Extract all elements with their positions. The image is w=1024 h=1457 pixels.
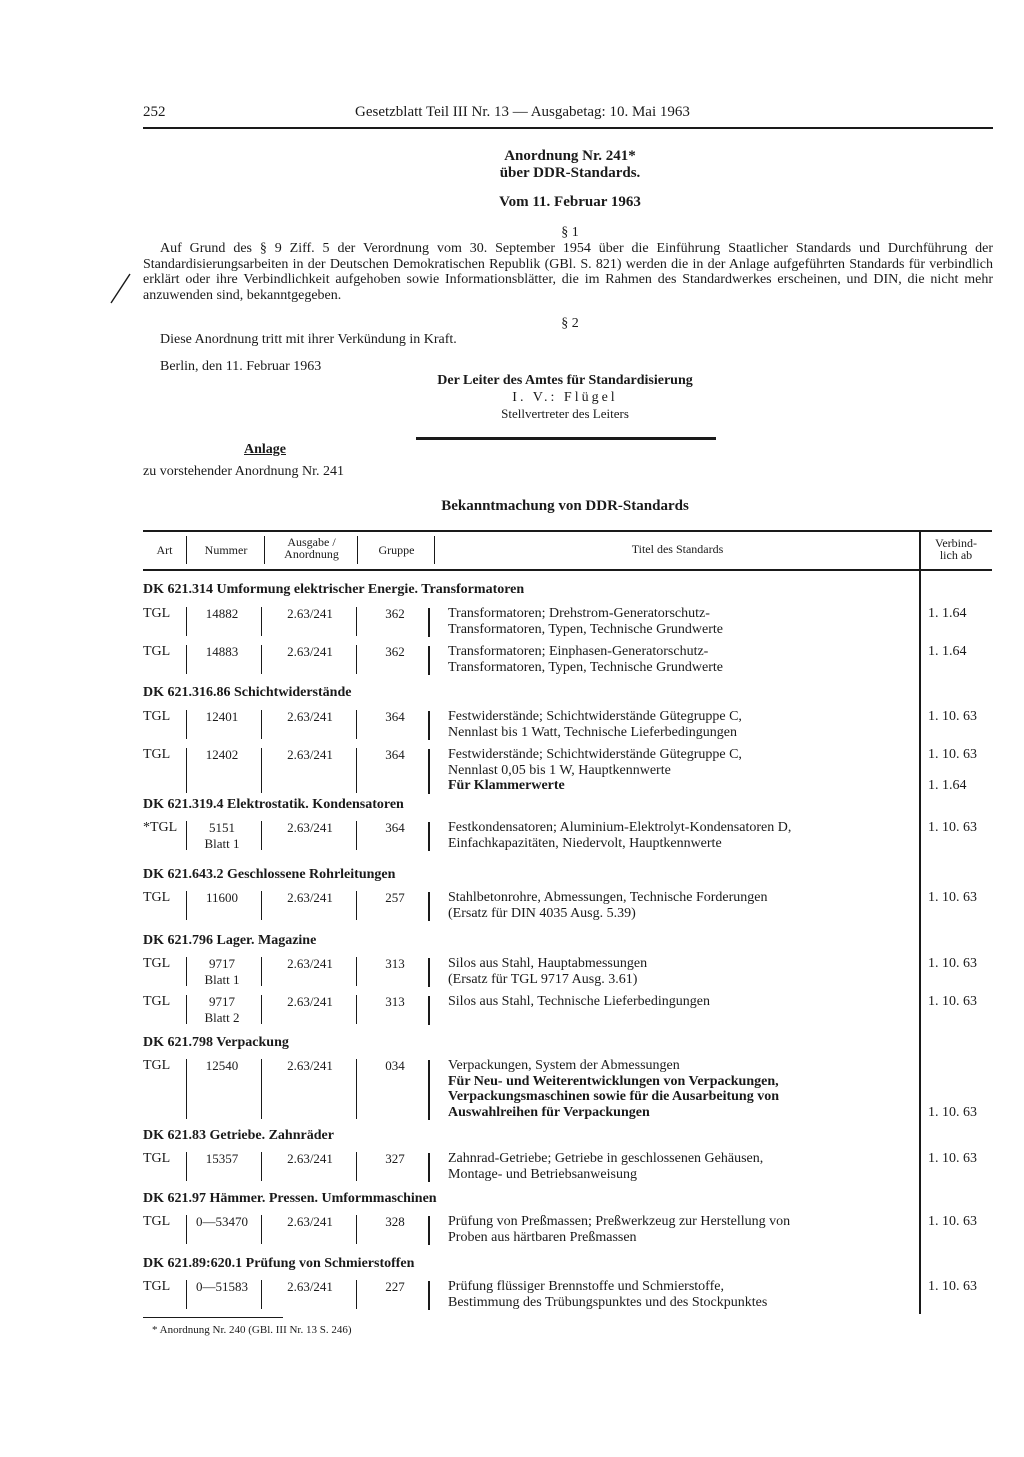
- cell-verbindlich: 1. 1.64: [928, 606, 967, 621]
- cell-titel-line: Stahlbetonrohre, Abmessungen, Technische Forderungen: [448, 890, 768, 905]
- annex-subtitle: zu vorstehender Anordnung Nr. 241: [143, 464, 345, 479]
- cell-gruppe: 313: [385, 956, 405, 971]
- cell-separator: [428, 1281, 430, 1310]
- cell-separator: [428, 958, 430, 987]
- footnote-rule: [143, 1317, 283, 1318]
- cell-art: TGL: [143, 890, 171, 905]
- signature-rule: [416, 437, 716, 440]
- cell-separator: [186, 1280, 187, 1309]
- cell-nummer: 11600: [205, 890, 239, 905]
- cell-titel-line: Transformatoren, Typen, Technische Grundwerte: [448, 621, 723, 637]
- cell-ausgabe: 2.63/241: [287, 956, 333, 971]
- cell-titel-bold-line: Auswahlreihen für Verpackungen: [448, 1104, 650, 1120]
- cell-separator: [186, 891, 187, 920]
- cell-separator: [186, 1215, 187, 1244]
- cell-titel-bold-line: Für Klammerwerte: [448, 778, 565, 793]
- cell-verbindlich: 1. 10. 63: [928, 890, 977, 905]
- section-heading: DK 621.89:620.1 Prüfung von Schmierstoffen: [143, 1256, 415, 1271]
- cell-art: TGL: [143, 1214, 171, 1229]
- cell-verbindlich: 1. 10. 63: [928, 956, 977, 971]
- cell-nummer-sheet: Blatt 2: [204, 1009, 240, 1025]
- cell-titel-line: Festwiderstände; Schichtwiderstände Gütegruppe C,: [448, 747, 742, 762]
- cell-titel-line: Silos aus Stahl, Technische Lieferbedingungen: [448, 994, 710, 1009]
- cell-separator: [261, 1280, 262, 1309]
- cell-separator: [261, 607, 262, 636]
- cell-titel-line: (Ersatz für DIN 4035 Ausg. 5.39): [448, 905, 636, 921]
- margin-stroke-mark: [108, 272, 132, 306]
- cell-ausgabe: 2.63/241: [287, 644, 333, 659]
- cell-separator: [261, 1152, 262, 1181]
- cell-titel-line: Prüfung flüssiger Brennstoffe und Schmierstoffe,: [448, 1279, 724, 1294]
- cell-separator: [428, 1060, 430, 1120]
- cell-ausgabe: 2.63/241: [287, 1151, 333, 1166]
- cell-titel-line: Zahnrad-Getriebe; Getriebe in geschlossenen Gehäusen,: [448, 1151, 764, 1166]
- paragraph-1-text: [143, 241, 993, 303]
- col-header-art: Art: [156, 543, 173, 557]
- cell-separator: [186, 710, 187, 739]
- cell-separator: [356, 1059, 357, 1119]
- paragraph-2-mark: § 2: [561, 316, 579, 331]
- cell-titel-line: Nennlast 0,05 bis 1 W, Hauptkennwerte: [448, 762, 671, 778]
- cell-titel-line: Transformatoren, Typen, Technische Grundwerte: [448, 659, 723, 675]
- cell-art: TGL: [143, 994, 171, 1009]
- cell-art: TGL: [143, 1058, 171, 1073]
- cell-titel-line: Transformatoren; Drehstrom-Generatorschutz-: [448, 606, 710, 621]
- cell-titel-bold-line: Verpackungsmaschinen sowie für die Ausarbeitung von: [448, 1089, 780, 1104]
- section-heading: DK 621.83 Getriebe. Zahnräder: [143, 1128, 334, 1143]
- cell-titel-line: Montage- und Betriebsanweisung: [448, 1166, 637, 1182]
- cell-separator: [428, 608, 430, 637]
- cell-art: TGL: [143, 709, 171, 724]
- signer-office: Der Leiter des Amtes für Standardisierung: [437, 373, 693, 388]
- cell-titel-line: Nennlast bis 1 Watt, Technische Lieferbedingungen: [448, 724, 737, 740]
- cell-separator: [428, 711, 430, 740]
- cell-separator: [428, 1216, 430, 1245]
- col-header-ausgabe-line1: Ausgabe /: [287, 535, 336, 549]
- cell-verbindlich: 1. 10. 63: [928, 709, 977, 724]
- cell-art: TGL: [143, 606, 171, 621]
- cell-separator: [261, 1215, 262, 1244]
- cell-verbindlich: 1. 10. 63: [928, 820, 977, 835]
- cell-nummer: 14883: [205, 644, 239, 659]
- cell-verbindlich: 1. 10. 63: [928, 994, 977, 1009]
- page-number: 252: [143, 104, 166, 120]
- cell-titel-line: Transformatoren; Einphasen-Generatorschutz-: [448, 644, 709, 659]
- paragraph-1-body: Auf Grund des § 9 Ziff. 5 der Verordnung vom 30. September 1954 über die Einführung Staatlicher Standards und Durchführung der Standardisierungsarbeiten in der Deutschen Demokratischen Republik (GBl. S. 821) werden die in der Anlage aufgeführten Standards für verbindlich erklärt oder ihre Verbindlichkeit aufgehoben sowie Informationsblätter, die im Rahmen des Standardwerkes erscheinen, und DIN, die nicht mehr anzuwenden sind, bekanntgegeben.: [143, 241, 993, 303]
- cell-gruppe: 257: [385, 890, 405, 905]
- table-header-rule: [143, 569, 992, 571]
- section-heading: DK 621.319.4 Elektrostatik. Kondensatoren: [143, 797, 404, 812]
- cell-separator: [428, 749, 430, 794]
- cell-nummer: 9717: [209, 956, 235, 971]
- paragraph-2-text: Diese Anordnung tritt mit ihrer Verkündung in Kraft.: [160, 332, 457, 347]
- cell-separator: [186, 821, 187, 850]
- paragraph-1-mark: § 1: [561, 225, 579, 240]
- col-header-nummer: Nummer: [204, 543, 248, 557]
- cell-titel-line: Proben aus härtbaren Preßmassen: [448, 1229, 637, 1245]
- footnote: * Anordnung Nr. 240 (GBl. III Nr. 13 S. 246): [152, 1324, 352, 1336]
- cell-separator: [186, 607, 187, 636]
- col-header-gruppe: Gruppe: [378, 543, 415, 557]
- cell-art: TGL: [143, 747, 171, 762]
- cell-separator: [261, 957, 262, 986]
- cell-ausgabe: 2.63/241: [287, 1214, 333, 1229]
- cell-separator: [428, 892, 430, 921]
- section-heading: DK 621.796 Lager. Magazine: [143, 933, 317, 948]
- cell-separator: [356, 1280, 357, 1309]
- cell-separator: [261, 645, 262, 674]
- cell-separator: [186, 748, 187, 793]
- ordinance-date: Vom 11. Februar 1963: [499, 194, 641, 210]
- cell-separator: [261, 710, 262, 739]
- cell-gruppe: 328: [385, 1214, 405, 1229]
- cell-art: TGL: [143, 956, 171, 971]
- cell-nummer: 12540: [205, 1058, 239, 1073]
- cell-ausgabe: 2.63/241: [287, 994, 333, 1009]
- col-header-verbindlich: [921, 537, 991, 561]
- cell-nummer: 0—51583: [196, 1279, 248, 1294]
- cell-ausgabe: 2.63/241: [287, 709, 333, 724]
- cell-titel-line: Einfachkapazitäten, Niedervolt, Hauptkennwerte: [448, 835, 722, 851]
- cell-titel-bold-line: Für Neu- und Weiterentwicklungen von Verpackungen,: [448, 1073, 779, 1089]
- table-title: Bekanntmachung von DDR-Standards: [441, 498, 689, 514]
- cell-gruppe: 362: [385, 644, 405, 659]
- cell-gruppe: 364: [385, 709, 405, 724]
- section-heading: DK 621.314 Umformung elektrischer Energie. Transformatoren: [143, 582, 525, 597]
- cell-separator: [261, 748, 262, 793]
- cell-ausgabe: 2.63/241: [287, 1058, 333, 1073]
- cell-separator: [261, 821, 262, 850]
- cell-gruppe: 227: [385, 1279, 405, 1294]
- cell-art: TGL: [143, 1151, 171, 1166]
- section-heading: DK 621.316.86 Schichtwiderstände: [143, 685, 352, 700]
- cell-separator: [356, 1215, 357, 1244]
- cell-titel-line: (Ersatz für TGL 9717 Ausg. 3.61): [448, 971, 638, 987]
- cell-titel-line: Festkondensatoren; Aluminium-Elektrolyt-Kondensatoren D,: [448, 820, 792, 835]
- cell-titel-line: Prüfung von Preßmassen; Preßwerkzeug zur Herstellung von: [448, 1214, 791, 1229]
- cell-gruppe: 364: [385, 747, 405, 762]
- cell-nummer: 5151: [209, 820, 235, 835]
- cell-nummer: 15357: [205, 1151, 239, 1166]
- cell-verbindlich: 1. 1.64: [928, 778, 967, 793]
- cell-nummer-sheet: Blatt 1: [204, 971, 240, 987]
- cell-separator: [356, 645, 357, 674]
- cell-separator: [186, 1059, 187, 1119]
- col-header-verbindlich-line1: Verbind-: [935, 536, 977, 550]
- cell-verbindlich: 1. 10. 63: [928, 1214, 977, 1229]
- journal-title: Gesetzblatt Teil III Nr. 13 — Ausgabetag: 10. Mai 1963: [355, 104, 690, 120]
- annex-label: Anlage: [244, 442, 286, 457]
- signer-name: I. V.: Flügel: [512, 390, 618, 405]
- col-header-ausgabe-line2: Anordnung: [284, 547, 339, 561]
- cell-titel-line: Bestimmung des Trübungspunktes und des Stockpunktes: [448, 1294, 768, 1310]
- cell-titel-line: Silos aus Stahl, Hauptabmessungen: [448, 956, 648, 971]
- ordinance-title-line1: Anordnung Nr. 241*: [504, 148, 636, 164]
- col-header-verbindlich-line2: lich ab: [939, 548, 973, 562]
- cell-verbindlich: 1. 10. 63: [928, 1104, 977, 1120]
- cell-titel-line: Verpackungen, System der Abmessungen: [448, 1058, 680, 1073]
- cell-verbindlich: 1. 10. 63: [928, 747, 977, 762]
- cell-separator: [186, 1152, 187, 1181]
- cell-separator: [428, 646, 430, 675]
- cell-gruppe: 362: [385, 606, 405, 621]
- cell-separator: [356, 995, 357, 1024]
- verbindlich-column-rule: [919, 530, 921, 1314]
- cell-gruppe: 313: [385, 994, 405, 1009]
- ordinance-title-line2: über DDR-Standards.: [499, 165, 641, 181]
- cell-separator: [356, 748, 357, 793]
- cell-verbindlich: 1. 10. 63: [928, 1151, 977, 1166]
- cell-nummer-sheet: Blatt 1: [204, 835, 240, 851]
- cell-nummer: 12401: [205, 709, 239, 724]
- table-top-rule: [143, 530, 992, 532]
- cell-nummer: 14882: [205, 606, 239, 621]
- signer-role: Stellvertreter des Leiters: [501, 406, 629, 421]
- cell-nummer: 12402: [205, 747, 239, 762]
- cell-gruppe: 327: [385, 1151, 405, 1166]
- cell-separator: [186, 957, 187, 986]
- cell-art: TGL: [143, 1279, 171, 1294]
- cell-nummer: 9717: [209, 994, 235, 1009]
- section-heading: DK 621.97 Hämmer. Pressen. Umformmaschinen: [143, 1191, 437, 1206]
- cell-ausgabe: 2.63/241: [287, 606, 333, 621]
- cell-separator: [356, 821, 357, 850]
- cell-gruppe: 034: [385, 1058, 405, 1073]
- cell-gruppe: 364: [385, 820, 405, 835]
- cell-separator: [428, 996, 430, 1025]
- cell-separator: [186, 645, 187, 674]
- cell-separator: [356, 891, 357, 920]
- ordinance-title: [420, 148, 720, 182]
- col-header-ausgabe: [266, 536, 357, 560]
- cell-separator: [356, 957, 357, 986]
- cell-verbindlich: 1. 10. 63: [928, 1279, 977, 1294]
- cell-separator: [356, 607, 357, 636]
- cell-titel-line: Festwiderstände; Schichtwiderstände Gütegruppe C,: [448, 709, 742, 724]
- section-heading: DK 621.643.2 Geschlossene Rohrleitungen: [143, 867, 396, 882]
- cell-separator: [186, 995, 187, 1024]
- cell-separator: [356, 1152, 357, 1181]
- cell-ausgabe: 2.63/241: [287, 890, 333, 905]
- place-date: Berlin, den 11. Februar 1963: [160, 359, 322, 374]
- cell-separator: [428, 822, 430, 851]
- cell-ausgabe: 2.63/241: [287, 747, 333, 762]
- header-rule: [143, 127, 993, 129]
- col-header-titel: Titel des Standards: [631, 542, 724, 556]
- cell-separator: [356, 710, 357, 739]
- cell-separator: [261, 891, 262, 920]
- cell-ausgabe: 2.63/241: [287, 820, 333, 835]
- cell-nummer: 0—53470: [196, 1214, 248, 1229]
- cell-separator: [261, 1059, 262, 1119]
- cell-ausgabe: 2.63/241: [287, 1279, 333, 1294]
- cell-separator: [428, 1153, 430, 1182]
- cell-separator: [261, 995, 262, 1024]
- cell-art: TGL: [143, 644, 171, 659]
- section-heading: DK 621.798 Verpackung: [143, 1035, 289, 1050]
- cell-art: *TGL: [143, 820, 178, 835]
- cell-verbindlich: 1. 1.64: [928, 644, 967, 659]
